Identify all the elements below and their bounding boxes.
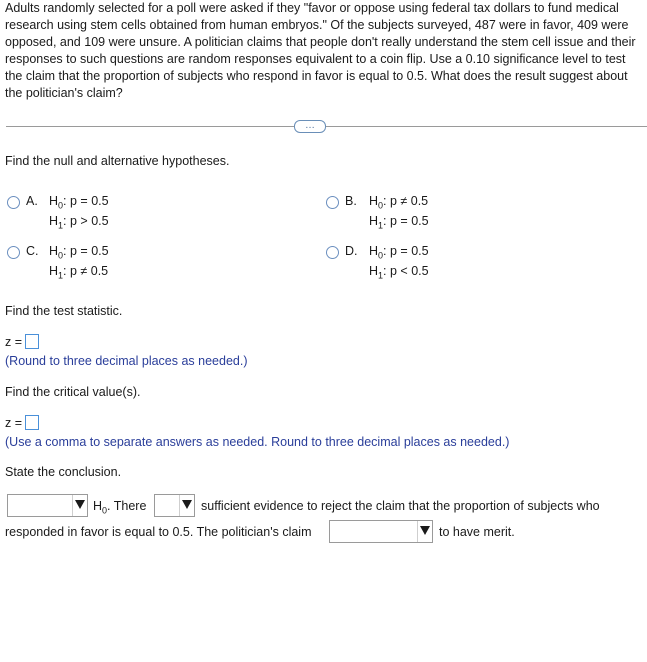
option-c-h1: $H_1$: p ≠ 0.5 [49,264,109,281]
option-a-h0: $H_0$: p = 0.5 [49,194,109,211]
option-a-letter: A. [26,194,38,208]
conclusion-text-2: responded in favor is equal to 0.5. The politician's claim [5,525,312,539]
option-c-radio[interactable] [7,246,20,259]
option-d-letter: D. [345,244,358,258]
problem-statement: Adults randomly selected for a poll were asked if they "favor or oppose using federal tax dollars to fund medical research using stem cells obtained from human embryos." Of the subjects surveyed, 487 were in favor, 409 were opposed, and 109 were unsure. A politician claims that people don't really understand the stem cell issue and their responses to such questions are random responses equivalent to a coin flip. Use a 0.10 significance level to test the claim that the proportion of subjects who respond in favor is equal to 0.5. What does the result suggest about the politician's claim? [5,1,636,100]
reject-decision-select[interactable] [7,494,88,517]
conclusion-h0: $H_0$. There [93,499,147,516]
option-b-h0: $H_0$: p ≠ 0.5 [369,194,429,211]
chevron-down-icon [75,500,85,509]
option-d-h1: $H_1$: p < 0.5 [369,264,429,281]
option-d-h0: $H_0$: p = 0.5 [369,244,429,261]
test-statistic-hint: (Round to three decimal places as needed.) [5,354,248,368]
option-c-letter: C. [26,244,39,258]
test-statistic-prompt: Find the test statistic. [5,304,123,318]
option-b-radio[interactable] [326,196,339,209]
critical-value-input[interactable] [25,415,39,430]
critical-value-prompt: Find the critical value(s). [5,385,141,399]
chevron-down-icon [420,526,430,535]
test-statistic-input[interactable] [25,334,39,349]
option-a-radio[interactable] [7,196,20,209]
option-a-h1: $H_1$: p > 0.5 [49,214,109,231]
option-b-h1: $H_1$: p = 0.5 [369,214,429,231]
conclusion-text-3: to have merit. [439,525,515,539]
section-divider [6,126,647,127]
option-b-letter: B. [345,194,357,208]
hypotheses-prompt: Find the null and alternative hypotheses. [5,154,230,168]
conclusion-text-1: sufficient evidence to reject the claim that the proportion of subjects who [201,499,600,513]
critical-value-hint: (Use a comma to separate answers as needed. Round to three decimal places as needed.) [5,435,510,449]
claim-merit-select[interactable] [329,520,433,543]
test-statistic-z-label: z = [5,335,23,349]
chevron-down-icon [182,500,192,509]
conclusion-prompt: State the conclusion. [5,465,122,479]
option-c-h0: $H_0$: p = 0.5 [49,244,109,261]
more-button[interactable]: … [294,120,326,133]
option-d-radio[interactable] [326,246,339,259]
critical-value-z-label: z = [5,416,23,430]
evidence-select[interactable] [154,494,195,517]
